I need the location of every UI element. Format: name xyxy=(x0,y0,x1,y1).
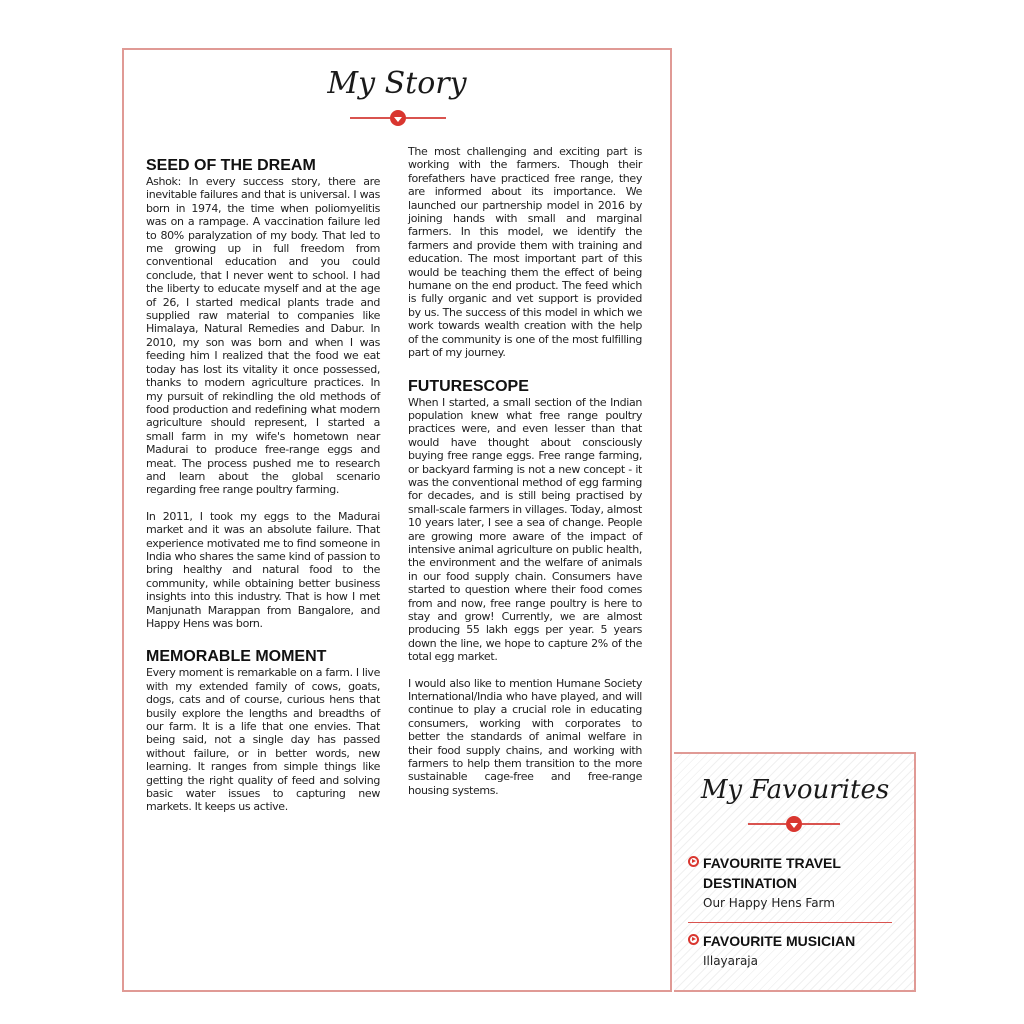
favourites-separator xyxy=(688,922,892,923)
favourite-label: FAVOURITE MUSICIAN xyxy=(703,933,856,949)
memorable-paragraph: Every moment is remarkable on a farm. I live with my extended family of cows, goats, dogs, cats and of course, curious hens that busily explore the lengths and breadths of our farm. It is a life that one envies. That being said, not a single day has passed without failure, or in better words, new learning. It ranges from simple things like getting the right quality of feed and solving basic water issues to capturing new markets. It keeps us active. xyxy=(146,666,380,814)
seed-paragraph-2: In 2011, I took my eggs to the Madurai market and it was an absolute failure. That experience motivated me to find someone in India who shares the same kind of passion to bring healthy and natural food to the community, while obtaining better business insights into this industry. That is how I met Manjunath Marappan from Bangalore, and Happy Hens was born. xyxy=(146,509,380,630)
favourites-title: My Favourites xyxy=(700,775,890,805)
story-column-left xyxy=(146,157,380,814)
story-title: My Story xyxy=(327,66,467,101)
chevron-right-icon xyxy=(688,934,699,945)
section-heading-memorable: MEMORABLE MOMENT xyxy=(146,648,327,666)
chevron-right-icon xyxy=(688,856,699,867)
futurescope-paragraph-2: I would also like to mention Humane Society International/India who have played, and will continue to play a crucial role in educating consumers, working with corporates to better the standards of animal welfare in their food supply chains, and working with farmers to help them transition to the more sustainable cage-free and free-range housing systems. xyxy=(408,676,642,797)
favourite-item-musician xyxy=(688,931,898,968)
section-heading-futurescope: FUTURESCOPE xyxy=(408,377,529,395)
favourite-value: Our Happy Hens Farm xyxy=(703,896,835,910)
title-divider-left xyxy=(350,117,390,119)
chevron-down-icon xyxy=(786,816,802,832)
favourite-item-travel xyxy=(688,853,898,910)
seed-paragraph-1: Ashok: In every success story, there are inevitable failures and that is universal. I was born in 1974, the time when poliomyelitis was on a rampage. A vaccination failure led to 80% paralyzation of my body. That led to me growing up in full freedom from conventional education and you could conclude, that I never went to school. I had the liberty to educate myself and at the age of 26, I started medical plants trade and supplied raw material to companies like Himalaya, Natural Remedies and Dabur. In 2010, my son was born and when I was feeding him I realized that the food we eat today has lost its vitality it once possessed, thanks to modern agriculture practices. In my pursuit of rekindling the old methods of food production and redefining what modern agriculture should represent, I started a small farm in my wife's hometown near Madurai to produce free-range eggs and meat. The process pushed me to research and learn about the global scenario regarding free range poultry farming. xyxy=(146,175,380,497)
section-heading-seed: SEED OF THE DREAM xyxy=(146,157,316,174)
favourite-value: Illayaraja xyxy=(703,954,758,968)
futurescope-paragraph-1: When I started, a small section of the Indian population knew what free range poultry practices were, and even lesser than that would have thought about consciously buying free range eggs. Free range farming, or backyard farming is not a new concept - it was the conventional method of egg farming for decades, and is still being practised by small-scale farmers in villages. Today, almost 10 years later, I see a sea of change. People are growing more aware of the impact of intensive animal agriculture on public health, the environment and the welfare of animals in our food supply chain. Consumers have started to question where their food comes from and now, free range poultry is here to stay and grow! Currently, we are almost producing 55 lakh eggs per year. 5 years down the line, we hope to capture 2% of the total egg market. xyxy=(408,395,642,664)
fav-divider-right xyxy=(802,823,840,825)
story-column-right xyxy=(408,145,642,797)
chevron-down-icon xyxy=(390,110,406,126)
favourite-label: FAVOURITE TRAVEL DESTINATION xyxy=(703,855,841,891)
fav-divider-left xyxy=(748,823,786,825)
partnership-paragraph: The most challenging and exciting part is working with the farmers. Though their forefathers have practiced free range, they are informed about its importance. We launched our partnership model in 2016 by joining hands with small and marginal farmers. In this model, we identify the farmers and provide them with training and education. The most important part of this would be teaching them the effect of being humane on the end product. The feed which is fully organic and vet support is provided by us. The success of this model in which we work towards wealth creation with the help of the community is one of the most fulfilling part of my journey. xyxy=(408,145,642,360)
title-divider-right xyxy=(406,117,446,119)
